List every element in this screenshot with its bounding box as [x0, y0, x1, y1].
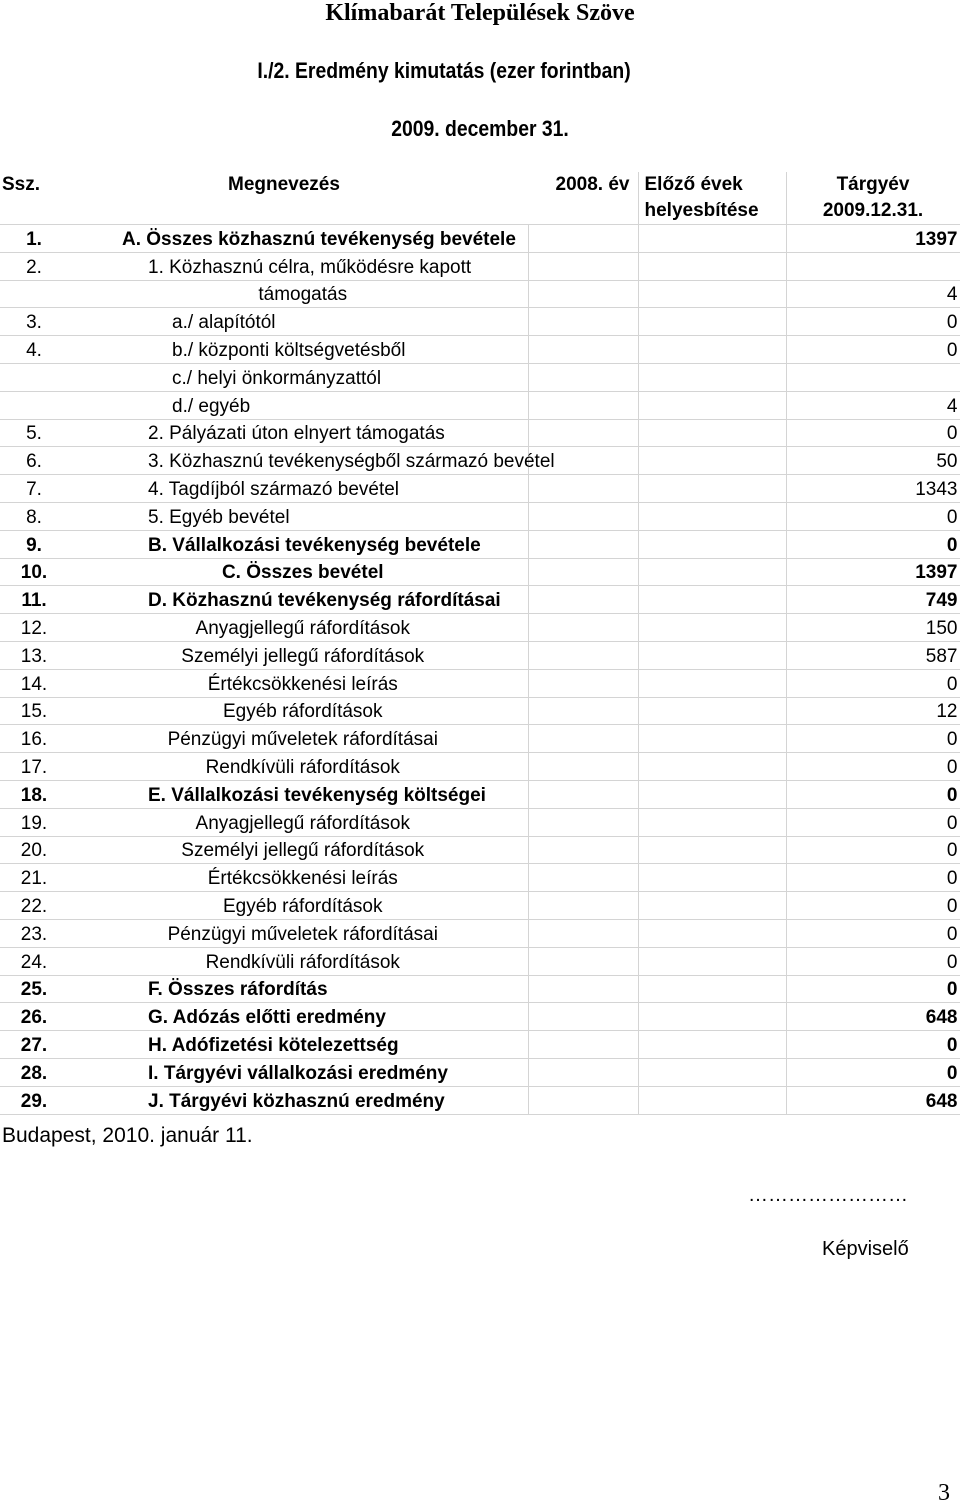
row-correction — [638, 947, 786, 975]
row-name — [118, 697, 528, 725]
row-correction — [638, 1058, 786, 1086]
row-ssz: 28. — [0, 1058, 118, 1086]
row-ssz: 18. — [0, 780, 118, 808]
row-prev-year — [528, 641, 638, 669]
row-prev-year — [528, 475, 638, 503]
row-correction — [638, 919, 786, 947]
row-name: 1. Közhasznú célra, működésre kapott — [118, 252, 528, 280]
row-name — [118, 919, 528, 947]
row-current-value — [786, 363, 960, 391]
row-ssz: 1. — [0, 225, 118, 253]
row-prev-year — [528, 947, 638, 975]
row-correction — [638, 280, 786, 308]
row-name — [118, 947, 528, 975]
row-correction — [638, 419, 786, 447]
table-row — [0, 892, 960, 920]
row-prev-year — [528, 864, 638, 892]
table-row — [0, 225, 960, 253]
table-row — [0, 586, 960, 614]
row-name-text: Pénzügyi műveletek ráfordításai — [167, 729, 438, 751]
row-current-value — [786, 252, 960, 280]
row-name: D. Közhasznú tevékenység ráfordításai — [118, 586, 528, 614]
row-name: 3. Közhasznú tevékenységből származó bevétel — [118, 447, 528, 475]
row-current-value: 648 — [786, 1086, 960, 1114]
table-row — [0, 252, 960, 280]
row-current-value: 0 — [786, 780, 960, 808]
row-name-text: Értékcsökkenési leírás — [207, 673, 398, 695]
row-current-value: 0 — [786, 530, 960, 558]
row-prev-year — [528, 363, 638, 391]
row-prev-year — [528, 975, 638, 1003]
row-prev-year — [528, 1031, 638, 1059]
table-row — [0, 669, 960, 697]
row-current-value: 0 — [786, 502, 960, 530]
row-name — [118, 614, 528, 642]
row-name: a./ alapítótól — [118, 308, 528, 336]
header-prev-year: 2008. év — [528, 172, 638, 225]
header-ssz: Ssz. — [0, 172, 118, 225]
row-current-value: 0 — [786, 919, 960, 947]
table-row — [0, 280, 960, 308]
row-ssz: 3. — [0, 308, 118, 336]
table-row — [0, 753, 960, 781]
row-ssz: 17. — [0, 753, 118, 781]
table-row — [0, 1003, 960, 1031]
row-prev-year — [528, 586, 638, 614]
report-date: 2009. december 31. — [391, 116, 569, 141]
row-correction — [638, 308, 786, 336]
row-ssz: 26. — [0, 1003, 118, 1031]
row-current-value: 1397 — [786, 225, 960, 253]
row-correction — [638, 586, 786, 614]
row-correction — [638, 780, 786, 808]
header-correction-line2: helyesbítése — [644, 200, 759, 221]
table-row — [0, 947, 960, 975]
row-current-value: 0 — [786, 725, 960, 753]
row-name: J. Tárgyévi közhasznú eredmény — [118, 1086, 528, 1114]
row-ssz: 16. — [0, 725, 118, 753]
table-header-row — [0, 172, 960, 225]
row-name: 5. Egyéb bevétel — [118, 502, 528, 530]
row-prev-year — [528, 308, 638, 336]
row-prev-year — [528, 558, 638, 586]
row-prev-year — [528, 697, 638, 725]
row-correction — [638, 864, 786, 892]
row-correction — [638, 753, 786, 781]
row-ssz: 20. — [0, 836, 118, 864]
row-prev-year — [528, 919, 638, 947]
row-prev-year — [528, 336, 638, 364]
table-row — [0, 1031, 960, 1059]
row-name — [118, 641, 528, 669]
row-current-value: 0 — [786, 1058, 960, 1086]
row-current-value: 0 — [786, 1031, 960, 1059]
header-correction-line1: Előző évek — [644, 174, 743, 195]
table-row — [0, 1058, 960, 1086]
row-correction — [638, 225, 786, 253]
row-ssz — [0, 280, 118, 308]
row-name — [118, 669, 528, 697]
row-prev-year — [528, 1058, 638, 1086]
header-current-year — [786, 172, 960, 225]
row-current-value: 150 — [786, 614, 960, 642]
row-prev-year — [528, 1086, 638, 1114]
row-name-text: Rendkívüli ráfordítások — [205, 951, 400, 973]
row-current-value: 587 — [786, 641, 960, 669]
row-prev-year — [528, 725, 638, 753]
row-correction — [638, 558, 786, 586]
row-current-value: 0 — [786, 947, 960, 975]
row-correction — [638, 530, 786, 558]
row-ssz: 6. — [0, 447, 118, 475]
row-current-value: 1397 — [786, 558, 960, 586]
row-name — [118, 836, 528, 864]
row-ssz: 11. — [0, 586, 118, 614]
row-prev-year — [528, 280, 638, 308]
row-prev-year — [528, 252, 638, 280]
table-row — [0, 1086, 960, 1114]
row-correction — [638, 502, 786, 530]
row-name-text: C. Összes bevétel — [221, 562, 384, 584]
row-name-text: Egyéb ráfordítások — [223, 895, 383, 917]
row-current-value: 12 — [786, 697, 960, 725]
row-ssz: 2. — [0, 252, 118, 280]
row-name: c./ helyi önkormányzattól — [118, 363, 528, 391]
row-ssz: 19. — [0, 808, 118, 836]
table-row — [0, 975, 960, 1003]
row-name-text: Anyagjellegű ráfordítások — [195, 617, 410, 639]
row-prev-year — [528, 391, 638, 419]
row-name-text: Rendkívüli ráfordítások — [205, 756, 400, 778]
table-row — [0, 530, 960, 558]
row-current-value: 50 — [786, 447, 960, 475]
row-name: d./ egyéb — [118, 391, 528, 419]
row-ssz: 4. — [0, 336, 118, 364]
row-name: 4. Tagdíjból származó bevétel — [118, 475, 528, 503]
row-name: I. Tárgyévi vállalkozási eredmény — [118, 1058, 528, 1086]
table-row — [0, 864, 960, 892]
row-name-text: támogatás — [258, 284, 348, 306]
row-name-text: Személyi jellegű ráfordítások — [181, 645, 425, 667]
row-ssz: 21. — [0, 864, 118, 892]
row-correction — [638, 697, 786, 725]
row-prev-year — [528, 1003, 638, 1031]
row-ssz — [0, 391, 118, 419]
row-prev-year — [528, 225, 638, 253]
row-prev-year — [528, 836, 638, 864]
row-ssz: 8. — [0, 502, 118, 530]
table-row — [0, 836, 960, 864]
row-name — [118, 892, 528, 920]
row-ssz: 15. — [0, 697, 118, 725]
row-correction — [638, 725, 786, 753]
row-correction — [638, 336, 786, 364]
table-row — [0, 419, 960, 447]
row-prev-year — [528, 892, 638, 920]
row-name: b./ központi költségvetésből — [118, 336, 528, 364]
row-correction — [638, 836, 786, 864]
row-ssz: 14. — [0, 669, 118, 697]
row-correction — [638, 447, 786, 475]
row-correction — [638, 614, 786, 642]
row-correction — [638, 669, 786, 697]
row-ssz — [0, 363, 118, 391]
row-correction — [638, 892, 786, 920]
row-name — [118, 725, 528, 753]
row-correction — [638, 391, 786, 419]
row-name: B. Vállalkozási tevékenység bevétele — [118, 530, 528, 558]
row-current-value: 0 — [786, 419, 960, 447]
row-name: H. Adófizetési kötelezettség — [118, 1031, 528, 1059]
row-ssz: 27. — [0, 1031, 118, 1059]
row-current-value: 4 — [786, 391, 960, 419]
row-ssz: 12. — [0, 614, 118, 642]
row-prev-year — [528, 502, 638, 530]
table-body — [0, 172, 960, 1114]
table-row — [0, 808, 960, 836]
header-current-line1: Tárgyév — [836, 174, 910, 195]
row-name-text: Személyi jellegű ráfordítások — [181, 840, 425, 862]
row-current-value: 0 — [786, 836, 960, 864]
row-current-value: 0 — [786, 975, 960, 1003]
row-ssz: 24. — [0, 947, 118, 975]
table-row — [0, 475, 960, 503]
row-prev-year — [528, 780, 638, 808]
row-prev-year — [528, 530, 638, 558]
row-name: F. Összes ráfordítás — [118, 975, 528, 1003]
row-current-value: 0 — [786, 892, 960, 920]
row-correction — [638, 252, 786, 280]
table-row — [0, 336, 960, 364]
row-correction — [638, 1003, 786, 1031]
row-ssz: 7. — [0, 475, 118, 503]
row-ssz: 10. — [0, 558, 118, 586]
row-name-text: Egyéb ráfordítások — [223, 701, 383, 723]
table-row — [0, 391, 960, 419]
row-current-value: 0 — [786, 808, 960, 836]
row-name: A. Összes közhasznú tevékenység bevétele — [118, 225, 528, 253]
table-row — [0, 919, 960, 947]
row-current-value: 0 — [786, 864, 960, 892]
row-correction — [638, 1031, 786, 1059]
page-number: 3 — [938, 1480, 950, 1506]
header-current-line2: 2009.12.31. — [822, 200, 924, 221]
row-name: 2. Pályázati úton elnyert támogatás — [118, 419, 528, 447]
row-current-value: 1343 — [786, 475, 960, 503]
signatory-label: Képviselő — [822, 1238, 909, 1260]
header-correction — [638, 172, 786, 225]
table-row — [0, 363, 960, 391]
row-current-value: 0 — [786, 308, 960, 336]
row-ssz: 29. — [0, 1086, 118, 1114]
row-ssz: 25. — [0, 975, 118, 1003]
row-name-text: Értékcsökkenési leírás — [207, 868, 398, 890]
report-title: I./2. Eredmény kimutatás (ezer forintban) — [257, 58, 631, 83]
table-row — [0, 447, 960, 475]
row-name — [118, 864, 528, 892]
table-row — [0, 780, 960, 808]
row-ssz: 13. — [0, 641, 118, 669]
row-current-value: 0 — [786, 753, 960, 781]
table-row — [0, 725, 960, 753]
row-name — [118, 808, 528, 836]
place-and-date: Budapest, 2010. január 11. — [2, 1124, 253, 1147]
row-prev-year — [528, 753, 638, 781]
table-row — [0, 558, 960, 586]
row-name-text: Pénzügyi műveletek ráfordításai — [167, 923, 438, 945]
row-current-value: 749 — [786, 586, 960, 614]
row-name: G. Adózás előtti eredmény — [118, 1003, 528, 1031]
row-current-value: 648 — [786, 1003, 960, 1031]
row-current-value: 0 — [786, 336, 960, 364]
row-ssz: 5. — [0, 419, 118, 447]
row-correction — [638, 1086, 786, 1114]
row-prev-year — [528, 419, 638, 447]
row-correction — [638, 808, 786, 836]
row-correction — [638, 641, 786, 669]
table-row — [0, 641, 960, 669]
row-name — [118, 558, 528, 586]
row-correction — [638, 363, 786, 391]
header-name: Megnevezés — [118, 172, 528, 225]
row-name — [118, 280, 528, 308]
row-name: E. Vállalkozási tevékenység költségei — [118, 780, 528, 808]
row-prev-year — [528, 669, 638, 697]
table-row — [0, 502, 960, 530]
table-row — [0, 614, 960, 642]
row-prev-year — [528, 614, 638, 642]
row-current-value: 4 — [786, 280, 960, 308]
row-ssz: 22. — [0, 892, 118, 920]
row-name — [118, 753, 528, 781]
row-correction — [638, 475, 786, 503]
table-row — [0, 308, 960, 336]
row-correction — [638, 975, 786, 1003]
row-ssz: 23. — [0, 919, 118, 947]
table-row — [0, 697, 960, 725]
row-ssz: 9. — [0, 530, 118, 558]
row-prev-year — [528, 808, 638, 836]
organization-title: Klímabarát Települések Szöve — [325, 0, 635, 26]
row-current-value: 0 — [786, 669, 960, 697]
signature-line: …………………… — [748, 1184, 908, 1206]
income-statement-table — [0, 172, 960, 1115]
row-name-text: Anyagjellegű ráfordítások — [195, 812, 410, 834]
